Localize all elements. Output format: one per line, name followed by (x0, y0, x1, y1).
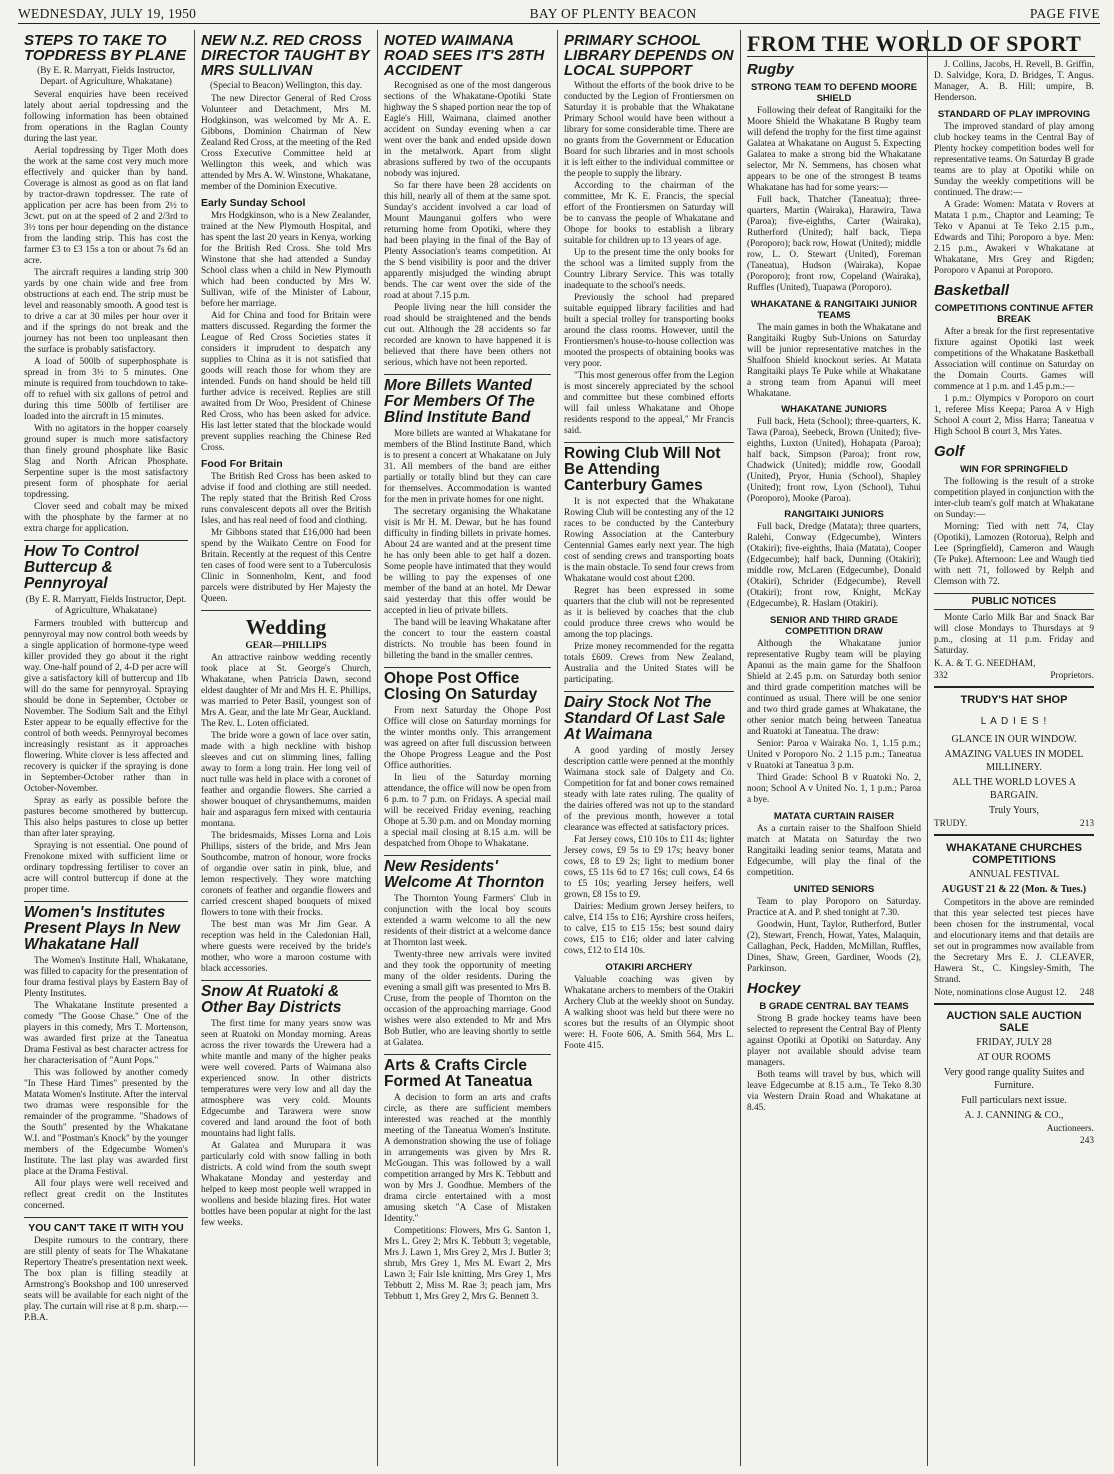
paragraph: Dairies: Medium grown Jersey heifers, to calve, £14 15s to £16; Ayrshire cross heifers, to calve, £15 to £15 15s; best sound dairy cows, £15 to £16; older and later calving cows, £12 to £14 10s. (564, 902, 734, 956)
paragraph: This was followed by another comedy "In These Hard Times" presented by the Matata Women's Institute. After the interval two dramas were responsible for the remainder of the programme. "Shadows of the South" presented by the Whakatane W.I. and "Postman's Knock" by the younger members of the Edgecumbe Women's Institute. The last play was awarded first place at the Drama Festival. (24, 1068, 188, 1177)
paragraph: Both teams will travel by bus, which will leave Edgecumbe at 8.15 a.m., Te Teko 8.30 via Western Drain Road and Whakatane at 8.45. (747, 1070, 921, 1113)
paragraph: Aerial topdressing by Tiger Moth does the work at the same cost very much more effectively and quicker than by hand. Coverage is almost as good as on flat land by tractor-drawn topdresser. The rate of application per acre has been from 2½ to 3cwt. put on at the speed of 2 and 2/3rd to 3½ tons per hour depending on the distance from the landing strip. This has cost the farmer £3 to £3 15s a ton or about 7s 6d an acre. (24, 146, 188, 266)
paragraph: Full back, Dredge (Matata); three quarters, Ralehi, Conway (Edgecumbe), Winters (Otakiri); five-eighths, Ihaia (Matata), Cooper (Edgecumbe); half back, Dunning (Otakiri); middle row, McLaren (Edgecumbe), Donald (Otakiri), Schrider (Edgecumbe), Revell (Otakiri); front row, Knight, McKay (Edgecumbe), R. Haslam (Otakiri). (747, 522, 921, 609)
column-4 (557, 30, 740, 1466)
column-2 (194, 30, 377, 1466)
headline-snow: Snow At Ruatoki & Other Bay Districts (201, 983, 342, 1016)
paragraph: The Whakatane Institute presented a comedy "The Goose Chase." One of the players in this comedy, Mrs T. Mortenson, was awarded first prize at the Taneatua Drama Festival as best character actress for her characterisation of "Aunt Pops." (24, 1001, 188, 1066)
section-basketball: Basketball (934, 282, 1010, 299)
public-notices-heading: PUBLIC NOTICES (934, 593, 1094, 610)
paragraph: Twenty-three new arrivals were invited and they took the opportunity of meeting many of the older residents. During the evening a small gift was presented to Mrs B. Cruse, from the people of Thornton on the occasion of the approaching marriage. Good wishes were also extended to Mr and Mrs Bob Butler, who are leaving shortly to settle at Galatea. (384, 950, 551, 1048)
article-residents (384, 859, 551, 1049)
divider (384, 1054, 551, 1055)
article-buttercup (24, 544, 188, 896)
paragraph: A good yarding of mostly Jersey description cattle were penned at the monthly Waimana stock sale of Dalgety and Co. Competition for fat and boner cows remained steady with late rates ruling. The quality of the dairies offered was not up to the standard of the previous month, however a total clearance was effected at satisfactory prices. (564, 746, 734, 833)
masthead-date: WEDNESDAY, JULY 19, 1950 (18, 5, 197, 21)
subhead: WHAKATANE JUNIORS (781, 404, 887, 415)
paragraph: Mrs Hodgkinson, who is a New Zealander, trained at the New Plymouth Hospital, and has spent the last 20 years in Kenya, working for the British Red Cross. She told Mrs Winstone that she had attended a Sunday School class when a child in New Plymouth which had been conducted by Mrs W. Sullivan, wife of the Minister of Labour, before her marriage. (201, 211, 371, 309)
headline-competitions: COMPETITIONS CONTINUE AFTER BREAK (934, 303, 1094, 325)
divider (564, 691, 734, 692)
article-moore (747, 82, 921, 294)
paragraph: J. Collins, Jacobs, H. Revell, B. Griffin, D. Salvidge, Kora, D. Bridges, T. Angus. Manager, A. B. Hill; umpire, B. Henderson. (934, 60, 1094, 103)
paragraph: It is not expected that the Whakatane Rowing Club will be contesting any of the 12 races to be conducted by the Canterbury Rowing Association at the Canterbury Centennial Games early next year. The high cost of sending crews and transporting boats is the main obstacle. To send four crews from Whakatane would cost about £200. (564, 497, 734, 584)
ad-trudy-number: 213 (1080, 819, 1094, 829)
paragraph: Strong B grade hockey teams have been selected to represent the Central Bay of Plenty against Opotiki at Opotiki on Saturday. Any player not available should advise team managers. (747, 1014, 921, 1068)
paragraph: An attractive rainbow wedding recently took place at St. George's Church, Whakatane, when Patricia Dawn, second eldest daughter of Mr and Mrs H. E. Phillips, was married to Peter Basil, youngest son of Mrs A. Gear, and the late Mr Gear, Auckland. The Rev. L. Loten officiated. (201, 653, 371, 729)
article-topdress (24, 33, 188, 535)
ad-trudy-ladies: L A D I E S ! (980, 716, 1048, 727)
ad-trudy-line: ALL THE WORLD LOVES A BARGAIN. (952, 777, 1076, 801)
section-golf: Golf (934, 443, 964, 460)
paragraph: A Grade: Women: Matata v Rovers at Matata 1 p.m., Chaptor and Leaming; Te Teko v Apanui at Te Teko 2.15 p.m., Edwards and Tihi; Poroporo a bye. Men: 2.15 p.m., Awakeri v Whakatane at Whakatane, Mrs Grey and Rigden; Poroporo v Apanui at Poroporo. (934, 200, 1094, 276)
paragraph: Spray as early as possible before the pastures become smothered by buttercup. This also helps pastures to close up better than after later spraying. (24, 796, 188, 839)
notice-signature (934, 659, 1094, 669)
wedding-names: GEAR—PHILLIPS (245, 641, 327, 651)
byline: (By E. R. Marryatt, Fields Instructor, Depart. of Agriculture, Whakatane) (37, 66, 175, 87)
headline-arts: Arts & Crafts Circle Formed At Taneatua (384, 1057, 533, 1090)
headline-junior: WHAKATANE & RANGITAIKI JUNIOR TEAMS (750, 299, 918, 321)
notice-signer: K. A. & T. G. NEEDHAM, (934, 659, 1036, 669)
divider (384, 374, 551, 375)
ad-churches-close (934, 988, 1094, 998)
paragraph: Full back, Heta (School); three-quarters, K. Tawa (Paroa), Seebeck, Brown (United); five-eighths, Luxton (United), Hohapata (Paroa); half back, Simpson (Paroa); front row, Chadwick (United); middle row, Goodall (United), Pryor, Hunia (School), Shapley (United); front row, Lyon (School), Tuhui (Poroporo), Mooke (Paroa). (747, 417, 921, 504)
headline-moore: STRONG TEAM TO DEFEND MOORE SHIELD (750, 82, 918, 104)
divider (934, 1003, 1094, 1005)
headline-standard: STANDARD OF PLAY IMPROVING (937, 109, 1091, 120)
article-institutes (24, 905, 188, 1212)
article-post (384, 671, 551, 850)
paragraph: The first time for many years snow was seen at Ruatoki on Monday morning. Areas across the river towards the Urewera had a white mantle and many of the higher peaks were well covered. Parts of Waimana also experienced snow. In other districts temperatures were very low and all day the atmosphere was very cold. Mounts Edgecumbe and Tarawera were snow covered and land around the foot of both mountains had light falls. (201, 1019, 371, 1139)
headline-seniors: UNITED SENIORS (793, 884, 875, 895)
ad-trudy-yours: Truly Yours, (989, 805, 1039, 816)
paragraph: Morning: Tied with nett 74, Clay (Opotiki), Lamozen (Rotorua), Relph and Lee (Springfield), Cameron and Waugh (Te Puke). Afternoon: Lee and Waugh tied with nett 71, followed by Relph and Clemson with 72. (934, 522, 1094, 587)
article-rowing (564, 446, 734, 686)
ad-auction-title: AUCTION SALE AUCTION SALE (946, 1010, 1082, 1034)
ad-churches-number: 248 (1080, 988, 1094, 998)
headline-billets: More Billets Wanted For Members Of The Blind Institute Band (384, 377, 535, 426)
divider (24, 1217, 188, 1218)
headline-buttercup: How To Control Buttercup & Pennyroyal (24, 543, 139, 592)
paragraph: Senior: Paroa v Wairaka No. 1, 1.15 p.m.; United v Poroporo No. 2 1.15 p.m.; Taneatua v Ruatoki at Taneatua 3 p.m. (747, 739, 921, 771)
article-library (564, 33, 734, 437)
paragraph: Goodwin, Hunt, Taylor, Rutherford, Butler (2), Stewart, French, Howat, Yates, Malaquin, Callaghan, Peck, Hadden, McMillan, Ruffles, Dines, Shaw, Green, Gardiner, Woods (2), Parkinson. (747, 920, 921, 974)
divider (934, 686, 1094, 688)
paragraph: The band will be leaving Whakatane after the concert to tour the eastern coastal districts. No trouble has been found in billeting the band in the smaller centres. (384, 618, 551, 661)
divider (384, 667, 551, 668)
paragraph: According to the chairman of the committee, Mr K. E. Francis, the special effort of the Frontiersmen on Saturday will be to canvass the people of Whakatane and Ohope for books to establish a library suitable for children up to 13 years of age. (564, 181, 734, 246)
ad-churches-text: Competitors in the above are reminded that this year selected test pieces have been chosen for the instrumental, vocal and elocutionary items and that details are set out in programmes now available from the Secretary Mrs E. J. CLEAVER, Hawera St., C. Kingsley-Smith, The Strand. (934, 898, 1094, 985)
column-3 (377, 30, 557, 1466)
subhead: Early Sunday School (201, 197, 306, 209)
article-billets (384, 378, 551, 662)
subhead: RANGITAIKI JUNIORS (784, 509, 884, 520)
ad-auction-place: AT OUR ROOMS (977, 1052, 1051, 1063)
subhead: Food For Britain (201, 458, 283, 470)
divider (24, 540, 188, 541)
section-rugby: Rugby (747, 61, 794, 78)
ad-churches-title: WHAKATANE CHURCHES COMPETITIONS (946, 842, 1082, 866)
page-columns (18, 30, 1100, 1466)
paragraph: Third Grade: School B v Ruatoki No. 2, noon; School A v United No. 1, 1 p.m.; Paroa a bye. (747, 773, 921, 805)
column-1 (18, 30, 194, 1466)
masthead-page: PAGE FIVE (1029, 5, 1100, 21)
paragraph: Team to play Poroporo on Saturday. Practice at A. and P. shed tonight at 7.30. (747, 897, 921, 918)
ad-trudy-signature (934, 819, 1094, 829)
paragraph: Valuable coaching was given by Whakatane archers to members of the Otakiri Archery Club at the weekly shoot on Sunday. A walking shoot was held but there were no scores but the results of an Olympic shoot were: H. Foote 606, A. Smith 564, Mrs L. Foote 415. (564, 975, 734, 1051)
byline: (By E. R. Marryatt, Fields Instructor, Dept. of Agriculture, Whakatane) (25, 595, 187, 616)
divider (934, 834, 1094, 836)
article-springfield (934, 464, 1094, 588)
paragraph: The British Red Cross has been asked to advise if food and clothing are still needed. The reply stated that the British Red Cross runs convalescent depots all over the British Isles, and has real need of food and clothing. (201, 472, 371, 526)
paragraph: From next Saturday the Ohope Post Office will close on Saturday mornings for the winter months only. This arrangement was agreed on after full discussion between the Ohope Progress League and the Post Office authorities. (384, 706, 551, 771)
divider (24, 901, 188, 902)
article-snow (201, 984, 371, 1229)
headline-senior: SENIOR AND THIRD GRADE COMPETITION DRAW (770, 615, 898, 637)
headline-post: Ohope Post Office Closing On Saturday (384, 670, 538, 703)
paragraph: Mr Gibbons stated that £16,000 had been spend by the Waikato Centre on Food for Britain. Recently at the request of this Centre ten cases of food were sent to a Tuberculosis Clinic in Sonnenholm, Kent, and food parcels were distributed by Her Majesty the Queen. (201, 528, 371, 604)
paragraph: So far there have been 28 accidents on this hill, nearly all of them at the same spot. Sunday's accident involved a car load of Mount Maunganui golfers who were returning home from Opotiki, where they had been playing in the final of the Bay of Plenty Association's teams competition. At the S bend visibility is poor and the driver apparently misjudged the winding abrupt bends. The car went over the side of the road at about 7.15 p.m. (384, 181, 551, 301)
ad-auction-signature (934, 1124, 1094, 1134)
divider (201, 610, 371, 611)
column-6 (927, 30, 1100, 1466)
masthead-paper: BAY OF PLENTY BEACON (529, 5, 697, 21)
notice-number: 332 (934, 671, 948, 681)
article-bgrade (747, 1001, 921, 1114)
headline-redcross: NEW N.Z. RED CROSS DIRECTOR TAUGHT BY MRS SULLIVAN (201, 32, 370, 79)
paragraph: Spraying is not essential. One pound of Frenokone mixed with sufficient lime or ordinary topdressing fertiliser to cover an acre will control buttercup if done at the proper time. (24, 841, 188, 895)
paragraph: Recognised as one of the most dangerous sections of the Whakatane-Opotiki State highway the S shaped portion near the top of Eagle's Hill, Waimana, claimed another accident on Sunday evening when a car went over the bank and ended upside down in the metalwork. Apart from slight abrasions suffered by two of the occupants nobody was injured. (384, 81, 551, 179)
paragraph: Previously the school had prepared suitable equipped library facilities and had built a special trolley for transporting books around the class rooms. However, until the Frontiersmen's house-to-house collection was mooted the prospects of obtaining books was very poor. (564, 293, 734, 369)
paragraph: The best man was Mr Jim Gear. A reception was held in the Caledonian Hall, where guests were received by the bride's mother, who wore a maroon costume with black accessories. (201, 920, 371, 974)
ad-churches-dates: AUGUST 21 & 22 (Mon. & Tues.) (941, 884, 1087, 895)
paragraph: Following their defeat of Rangitaiki for the Moore Shield the Whakatane B Rugby team will defend the trophy for the first time against Galatea at Whakatane on August 5. Expecting Galatea to make a strong bid the Whakatane selector, Mr N. Semmens, has chosen what appears to be one of the strongest B teams Whakatane has had for some years:— (747, 106, 922, 193)
paragraph: Fat Jersey cows, £10 10s to £11 4s; lighter Jersey cows, £9 5s to £9 17s; heavy boner cows, £8 to £9 2s; light to medium boner cows, £5 11s 6d to £7 16s; cull cows, £4 6s to £5 10s; yearling Jersey heifers, well grown, £8 15s to £9. (564, 835, 734, 900)
paragraph: Full back, Thatcher (Taneatua); three-quarters, Martin (Wairaka), Harawira, Tawa (Paroa); five-eighths, Carter (Wairaka), Rutherford (United); half back, Tiepa (Poroporo); back row, Howat (United); middle row, L. O. Stewart (United), Foreman (Taneatua), Hudson (Wairaka), Kopae (Poroporo); front row, Copeland (Wairaka), Ruffles (United), Tuapawa (Poroporo). (747, 195, 921, 293)
headline-springfield: WIN FOR SPRINGFIELD (960, 464, 1068, 475)
divider (384, 855, 551, 856)
ad-auction-number: 243 (1080, 1136, 1094, 1146)
headline-library: PRIMARY SCHOOL LIBRARY DEPENDS ON LOCAL SUPPORT (564, 32, 734, 79)
paragraph: The aircraft requires a landing strip 300 yards by one chain wide and free from obstructions at each end. The strip must be level and reasonably smooth. A good test is to drive a car at 30 miles per hour over it and if the springs do not break and the journey has not been too unpleasant then the surface is probably satisfactory. (24, 268, 188, 355)
article-archery (564, 962, 734, 1052)
divider (564, 442, 734, 443)
ad-auction-text: Very good range quality Suites and Furniture. (943, 1067, 1085, 1091)
article-senior (747, 615, 921, 806)
paragraph: The Women's Institute Hall, Whakatane, was filled to capacity for the presentation of four drama festival plays by Eastern Bay of Plenty Institutes. (24, 956, 188, 999)
paragraph: The following is the result of a stroke competition played in conjunction with the inter-club team's golf match at Whakatane on Sunday:— (934, 477, 1094, 520)
ad-auction-more: Full particulars next issue. (961, 1095, 1067, 1106)
paragraph: As a curtain raiser to the Shalfoon Shield match at Matata on Saturday the two Rangitaiki leading senior teams, Matata and Edgecumbe, will play the final of the competition. (747, 824, 921, 878)
paragraph: All four plays were well received and reflect great credit on the Institutes concerned. (24, 1179, 188, 1211)
byline: (Special to Beacon) Wellington, this day. (209, 81, 363, 91)
headline-waimana: NOTED WAIMANA ROAD SEES IT'S 28TH ACCIDENT (384, 32, 545, 79)
paragraph: With no agitators in the hopper coarsely ground super is much more satisfactory than finely ground phosphate like Basic Slag and North African Phosphate. Serpentine super is the most satisfactory present form of phosphate for aerial topdressing. (24, 424, 188, 500)
paragraph: The improved standard of play among club hockey teams in the Central Bay of Plenty hockey competition bodes well for representative teams. On Saturday B grade teams are to play at Opotiki while on Sunday the weekly competitions will be continued. The draw:— (934, 122, 1094, 198)
paragraph: People living near the hill consider the road should be straightened and the bends cut out. Although the 28 accidents so far recorded are known to have happened it is believed that there have been others not serious, which have not been reported. (384, 303, 551, 368)
paragraph: The Thornton Young Farmers' Club in conjunction with the local boy scouts extended a warm welcome to all the new residents of their district at a welcome dance at Thornton last week. (384, 894, 551, 948)
paragraph: 1 p.m.: Olympics v Poroporo on court 1, referee Miss Keepa; Paroa A v High School A court 2, Miss Harra; Taneatua v High School B court 3, Mrs Yates. (934, 394, 1094, 437)
paragraph: Up to the present time the only books for the school was a limited supply from the Country Library Service. This was totally inadequate to the school's needs. (564, 248, 734, 291)
section-hockey: Hockey (747, 980, 801, 997)
article-take-it (24, 1222, 188, 1324)
ad-trudy-name: TRUDY. (934, 819, 968, 829)
article-wedding (201, 615, 371, 975)
paragraph: The new Director General of Red Cross Volunteer and Detachment, Mrs M. Hodgkinson, was welcomed by Mr A. E. Gibbons, Dominion Chairman of New Zealand Red Cross, at the meeting of the Red Cross Executive Committee held at Wellington this week, and which was attended by Mrs A. W. Winstone, Whakatane, member of the Dominion Executive. (201, 94, 371, 192)
ad-trudy-line: GLANCE IN OUR WINDOW. (951, 734, 1077, 745)
paragraph: Although the Whakatane junior representative Rugby team will be playing Apanui as the main game for the Shalfoon Shield at 2.45 p.m. on Saturday both senior and third grade competition matches will be continued as usual. There will be one senior and two third grade games at Whakatane, the other senior match being between Taneatua and Ruatoki at Taneatua. The draw: (747, 639, 921, 737)
masthead (18, 4, 1100, 24)
paragraph: Aid for China and food for Britain were matters discussed. Regarding the former the League of Red Cross Societies states it considers it imprudent to despatch any supplies to China as it is not satisfied that goods will reach those for whom they are intended. Funds on hand should be held till further advice is received. Replies are still awaited from Dr Woo, President of Chinese Red Cross, who has been asked for advice. His last letter stated that the blockade would prevent supplies reaching the Chinese Red Cross. (201, 311, 371, 453)
article-junior (747, 299, 921, 610)
notice-signature-role (934, 671, 1094, 681)
headline-curtain: MATATA CURTAIN RAISER (773, 811, 895, 822)
article-redcross (201, 33, 371, 605)
ad-auction-role: Auctioneers. (1046, 1124, 1094, 1134)
article-curtain (747, 811, 921, 879)
paragraph: Farmers troubled with buttercup and pennyroyal may now control both weeds by a single application of hormone-type weed killer provided they go about it the right way. One-half pound of 2, 4-D per acre will give a satisfactory kill of buttercup and 1lb will do the same for pennyroyal. Spraying should be done in September, October or November. The Sodium Salt and the Ethyl Ester appear to be equally effective for the control of both weeds. Pennyroyal becomes increasingly resistant as it approaches flowering. White clover is less affected and recovery is quicker if the spraying is done in September-October rather than in October-November. (24, 619, 188, 794)
headline-residents: New Residents' Welcome At Thornton (384, 858, 545, 891)
headline-archery: OTAKIRI ARCHERY (605, 962, 693, 973)
paragraph: Competitions: Flowers, Mrs G. Santon 1, Mrs L. Grey 2; Mrs K. Tebbutt 3; vegetable, Mrs J. Lawn 1, Mrs Grey 2, Mrs J. Butler 3; shrub, Mrs Grey 1, Mrs M. Ewart 2, Mrs Lawn 3; Fair Isle knitting, Mrs Grey 1, Mrs Tebbutt 2, Miss M. Rae 3; peach jam, Mrs Tebbutt 1, Mrs Grey 2, Mrs G. Bennett 3. (384, 1226, 551, 1302)
paragraph: A load of 500lb of superphosphate is spread in from 3½ to 5 minutes. One minute is required from touchdown to take-off to refuel with six gallons of petrol and during this time 500lb of fertiliser are loaded into the aircraft in 15 minutes. (24, 357, 188, 422)
article-competitions (934, 303, 1094, 438)
sport-banner: FROM THE WORLD OF SPORT (747, 32, 1095, 57)
ad-trudy-line: AMAZING VALUES IN MODEL MILLINERY. (944, 749, 1084, 773)
article-seniors (747, 884, 921, 975)
ad-auction-firm: A. J. CANNING & CO., (964, 1110, 1064, 1121)
headline-topdress: STEPS TO TAKE TO TOPDRESS BY PLANE (24, 32, 186, 64)
divider (201, 980, 371, 981)
ad-churches-note: Note, nominations close August 12. (934, 988, 1067, 998)
headline-bgrade: B GRADE CENTRAL BAY TEAMS (759, 1001, 909, 1012)
paragraph: The bridesmaids, Misses Lorna and Lois Phillips, sisters of the bride, and Mrs Jean Southcombe, matron of honour, wore frocks of organdie over satin in pink, blue, and lemon respectively. They wore matching coronets of feather and organdie flowers and carried crescent shaped bouquets of mixed flowers to tone with their frocks. (201, 831, 371, 918)
ad-trudy-title: TRUDY'S HAT SHOP (960, 694, 1068, 706)
paragraph: The bride wore a gown of lace over satin, made with a high neckline with bishop sleeves and cut on slimming lines, falling away to form a long train. Her long veil of nuct tulle was held in place with a coronet of feather and organdie flowers. She carried a shower bouquet of chrysanthemums, maiden hair and asparagus fern mixed with centauria montana. (201, 731, 371, 829)
paragraph: "This most generous offer from the Legion is most sincerely appreciated by the school and committee but these combined efforts will fail unless Whakatane and Ohope residents respond to the appeal," Mr Francis said. (564, 371, 734, 436)
headline-rowing: Rowing Club Will Not Be Attending Canterbury Games (564, 445, 721, 494)
paragraph: A decision to form an arts and crafts circle, as there are sufficient members interested was reached at the monthly meeting of the Taneatua Women's Institute. A demonstration showing the use of foliage in arrangements was given by Mrs R. McGougan. This was followed by a wall competition arranged by Mrs K. Tebbutt and won by Mrs J. Goodhue. Members of the drama circle entertained with a most amusing sketch "A Case of Mistaken Identity." (384, 1093, 551, 1224)
headline-institutes: Women's Institutes Present Plays In New Whakatane Hall (24, 904, 180, 953)
paragraph: After a break for the first representative fixture against Opotiki last week competitions of the Whakatane Basketball Association will continue on Saturday on the Domain Courts. Games will commence at 1 p.m. and 1.45 p.m.:— (934, 327, 1094, 392)
article-arts (384, 1058, 551, 1303)
paragraph: In lieu of the Saturday morning attendance, the office will now be open from 6 p.m. to 7 p.m. on Fridays. A special mail will be received Friday evening, reaching Ohope at 5.30 p.m. and on Monday morning a special mail closing at 8.15 a.m. will be despatched from Ohope to Whakatane. (384, 773, 551, 849)
paragraph: More billets are wanted at Whakatane for members of the Blind Institute Band, which is to present a concert at Whakatane on July 31. All members of the band are either partially or totally blind but they can care for themselves. Accommodation is wanted for the men in private homes for one night. (384, 429, 551, 505)
ad-churches-sub: ANNUAL FESTIVAL (968, 869, 1060, 880)
article-standard (934, 109, 1094, 277)
paragraph: Clover seed and cobalt may be mixed with the phosphate by the farmer at no extra charge for application. (24, 502, 188, 534)
notice-milk-bar: Monte Carlo Milk Bar and Snack Bar will close Mondays to Thursdays at 9 p.m., closing at 11 p.m. Friday and Saturday. (934, 613, 1094, 656)
paragraph: Without the efforts of the book drive to be conducted by the Legion of Frontiersmen on Saturday it is probable that the Whakatane Primary School would have been without a library for some considerable time. There are no grants from the Government or Education Board for such libraries and in most schools it is left either to the individual committee or the people to supply the library. (564, 81, 734, 179)
article-dairy (564, 695, 734, 957)
headline-take-it: YOU CAN'T TAKE IT WITH YOU (28, 1222, 184, 1234)
paragraph: Regret has been expressed in some quarters that the club will not be represented as it is believed by coaches that the club could produce three crews who would be among the top placings. (564, 586, 734, 640)
article-hockey-cont (934, 60, 1094, 104)
article-waimana (384, 33, 551, 369)
paragraph: Several enquiries have been received lately about aerial topdressing and the following information has been obtained from operations in the Raglan County during the last year. (24, 90, 188, 144)
paragraph: Despite rumours to the contrary, there are still plenty of seats for The Whakatane Repertory Theatre's presentation next week. The box plan is filling steadily at Armstrong's Bookshop and 100 unreserved seats will be available for each night of the play. The curtain will rise at 8 p.m. sharp.—P.B.A. (24, 1236, 188, 1323)
banner-spacer (934, 30, 1094, 60)
paragraph: The main games in both the Whakatane and Rangitaiki Rugby Sub-Unions on Saturday will be junior representative matches in the Shalfoon Shield knockout series. At Matata Rangitaiki plays Te Puke while at Whakatane a strong team from Apanui will meet Whakatane. (747, 323, 921, 399)
paragraph: At Galatea and Murupara it was particularly cold with snow falling in both districts. A cold wind from the south swept Whakatane Monday and yesterday and helped to keep most people well wrapped in woollens and beside blazing fires. Hot water bottles have been popular at night for the last few weeks. (201, 1141, 371, 1228)
headline-dairy: Dairy Stock Not The Standard Of Last Sale At Waimana (564, 694, 726, 743)
notice-role: Proprietors. (1050, 671, 1094, 681)
paragraph: Prize money recommended for the regatta totals £609. Crews from New Zealand, Australia and the United States will be participating. (564, 642, 734, 685)
headline-wedding: Wedding (245, 615, 327, 639)
ad-auction-date: FRIDAY, JULY 28 (976, 1037, 1052, 1048)
paragraph: The secretary organising the Whakatane visit is Mr H. M. Dewar, but he has found difficulty in finding billets in private homes. About 24 are wanted and at the present time he has only been able to get half a dozen. Some people have intimated that they would be willing to pay the expenses of one member of the band at an hotel. Mr Dewar said yesterday that this offer would be accepted in lieu of private billets. (384, 507, 551, 616)
